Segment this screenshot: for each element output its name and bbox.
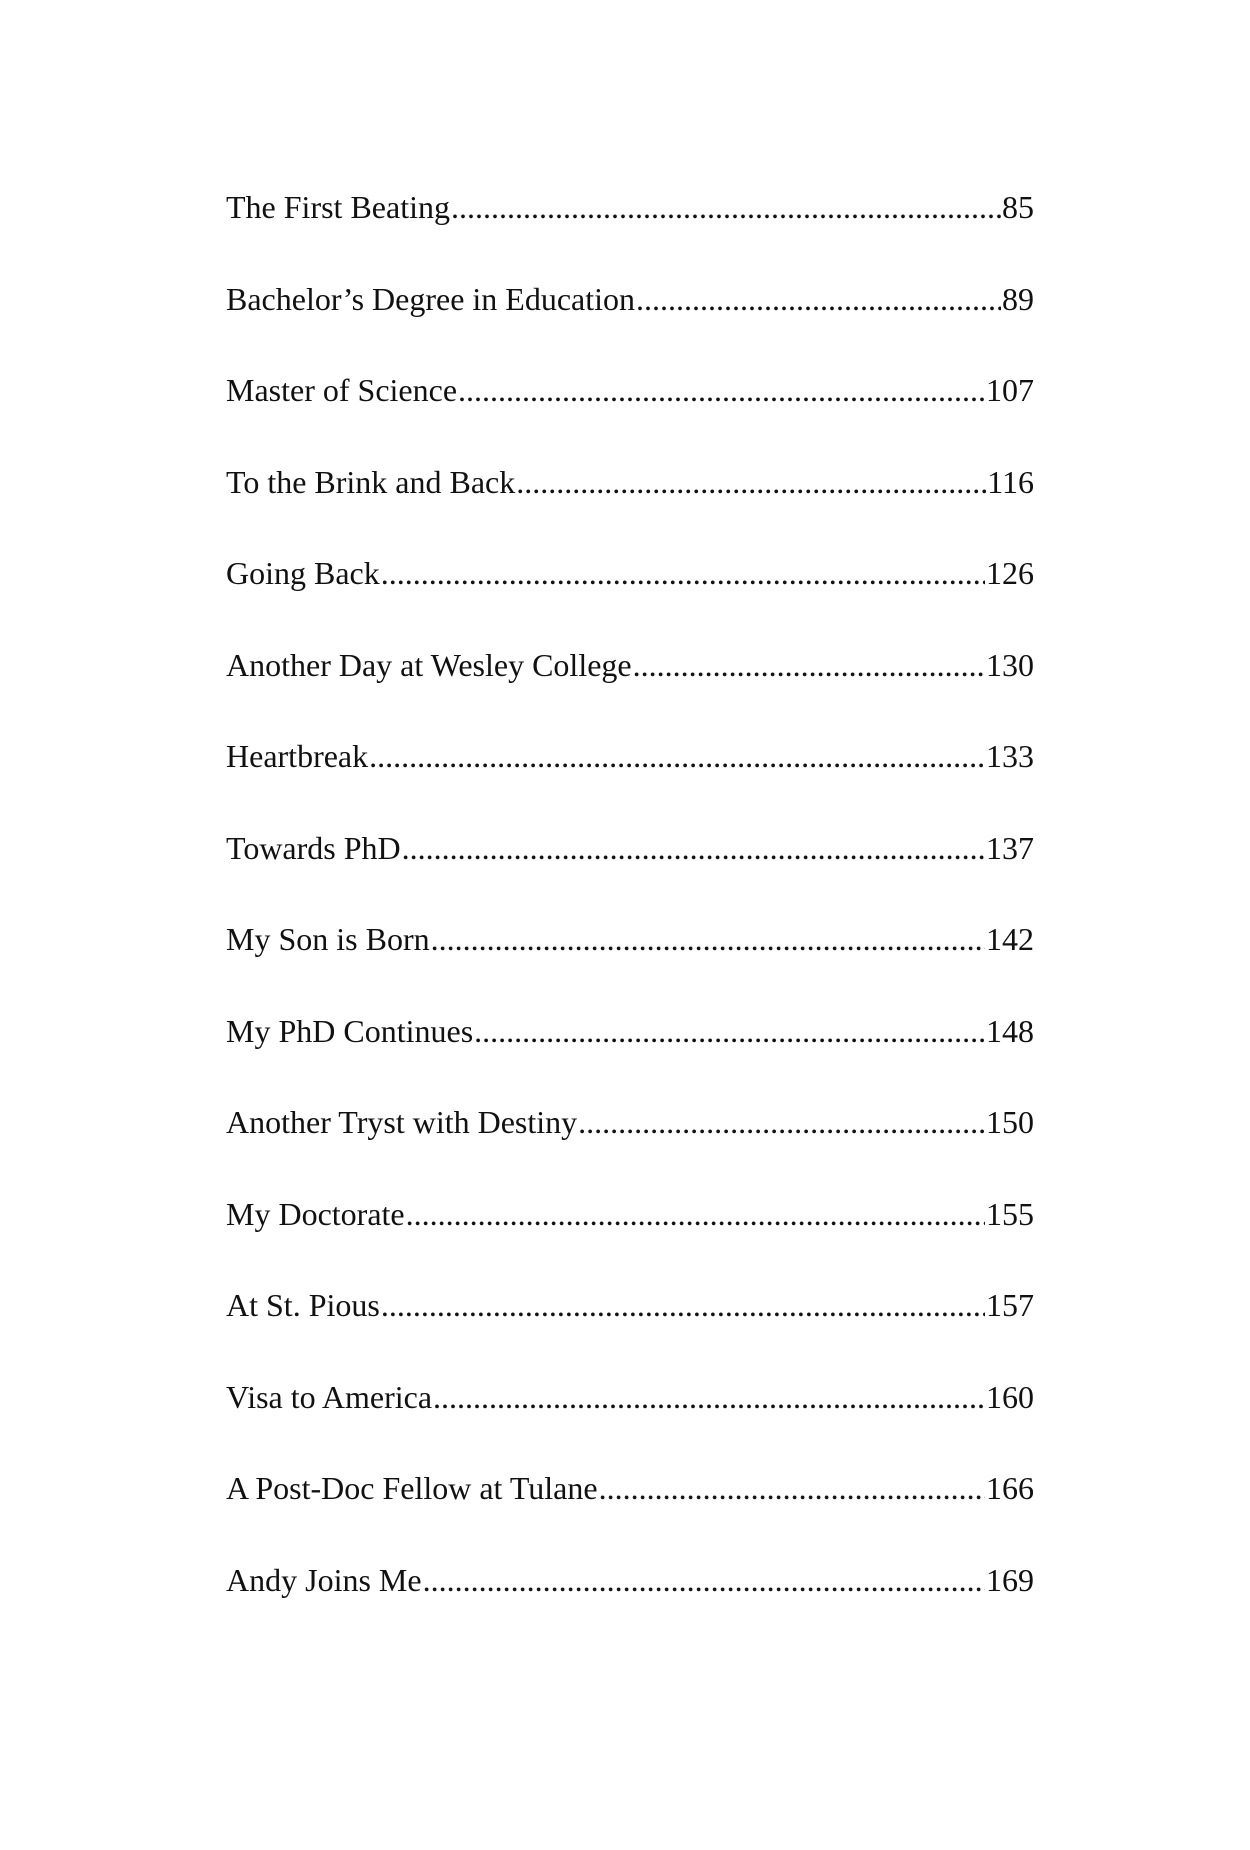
dot-leader [433,1372,985,1422]
dot-leader [423,1555,985,1605]
toc-entry [226,1189,1034,1281]
toc-entry-page: 133 [986,738,1034,774]
toc-entry-page: 116 [987,463,1034,500]
dot-leader [578,1097,985,1147]
toc-entry [226,548,1034,640]
toc-entry-title: Another Tryst with Destiny [226,1104,578,1140]
toc-entry [226,1280,1034,1372]
toc-entry-page: 130 [986,646,1034,683]
toc-entry [226,365,1034,457]
toc-entry-page: 157 [986,1287,1034,1323]
toc-entry [226,1372,1034,1464]
toc-entry-title: Andy Joins Me [226,1561,422,1598]
toc-entry-page: 142 [986,921,1034,957]
dot-leader [402,823,985,873]
toc-entry-title: To the Brink and Back [226,463,516,500]
toc-entry [226,823,1034,915]
toc-entry-page: 89 [1002,280,1034,317]
dot-leader [474,1006,985,1056]
dot-leader [369,731,985,781]
table-of-contents [226,182,1034,1646]
toc-entry-title: Towards PhD [226,829,401,866]
toc-entry-page: 166 [986,1470,1034,1506]
toc-entry-title: Going Back [226,555,380,591]
toc-entry-title: Visa to America [226,1378,433,1415]
toc-entry-title: Another Day at Wesley College [226,646,632,683]
dot-leader [381,1280,985,1330]
dot-leader [516,457,986,507]
toc-entry [226,731,1034,823]
dot-leader [599,1463,985,1513]
toc-entry-page: 85 [1002,189,1034,225]
toc-entry-title: A Post-Doc Fellow at Tulane [226,1470,598,1506]
dot-leader [381,548,985,598]
toc-entry-page: 126 [986,555,1034,591]
dot-leader [458,365,985,415]
dot-leader [406,1189,985,1239]
toc-entry [226,914,1034,1006]
dot-leader [431,914,985,964]
toc-entry-page: 137 [986,829,1034,866]
toc-entry-title: My Doctorate [226,1195,405,1232]
toc-entry-title: Master of Science [226,372,458,408]
toc-entry-title: The First Beating [226,189,450,225]
toc-entry-page: 148 [986,1012,1034,1049]
toc-entry-title: At St. Pious [226,1287,380,1323]
toc-entry [226,1555,1034,1647]
dot-leader [633,640,985,690]
toc-entry-page: 155 [986,1195,1034,1232]
toc-entry-page: 160 [986,1378,1034,1415]
toc-entry [226,640,1034,732]
toc-entry-title: Heartbreak [226,738,369,774]
toc-entry [226,274,1034,366]
toc-entry-page: 150 [986,1104,1034,1140]
toc-entry-page: 169 [986,1561,1034,1598]
toc-entry [226,457,1034,549]
toc-entry [226,182,1034,274]
toc-entry-title: My PhD Continues [226,1012,474,1049]
dot-leader [636,274,1001,324]
toc-entry [226,1097,1034,1189]
toc-entry-title: Bachelor’s Degree in Education [226,280,636,317]
toc-entry [226,1006,1034,1098]
toc-entry-title: My Son is Born [226,921,430,957]
toc-entry [226,1463,1034,1555]
toc-entry-page: 107 [986,372,1034,408]
dot-leader [451,182,1001,232]
